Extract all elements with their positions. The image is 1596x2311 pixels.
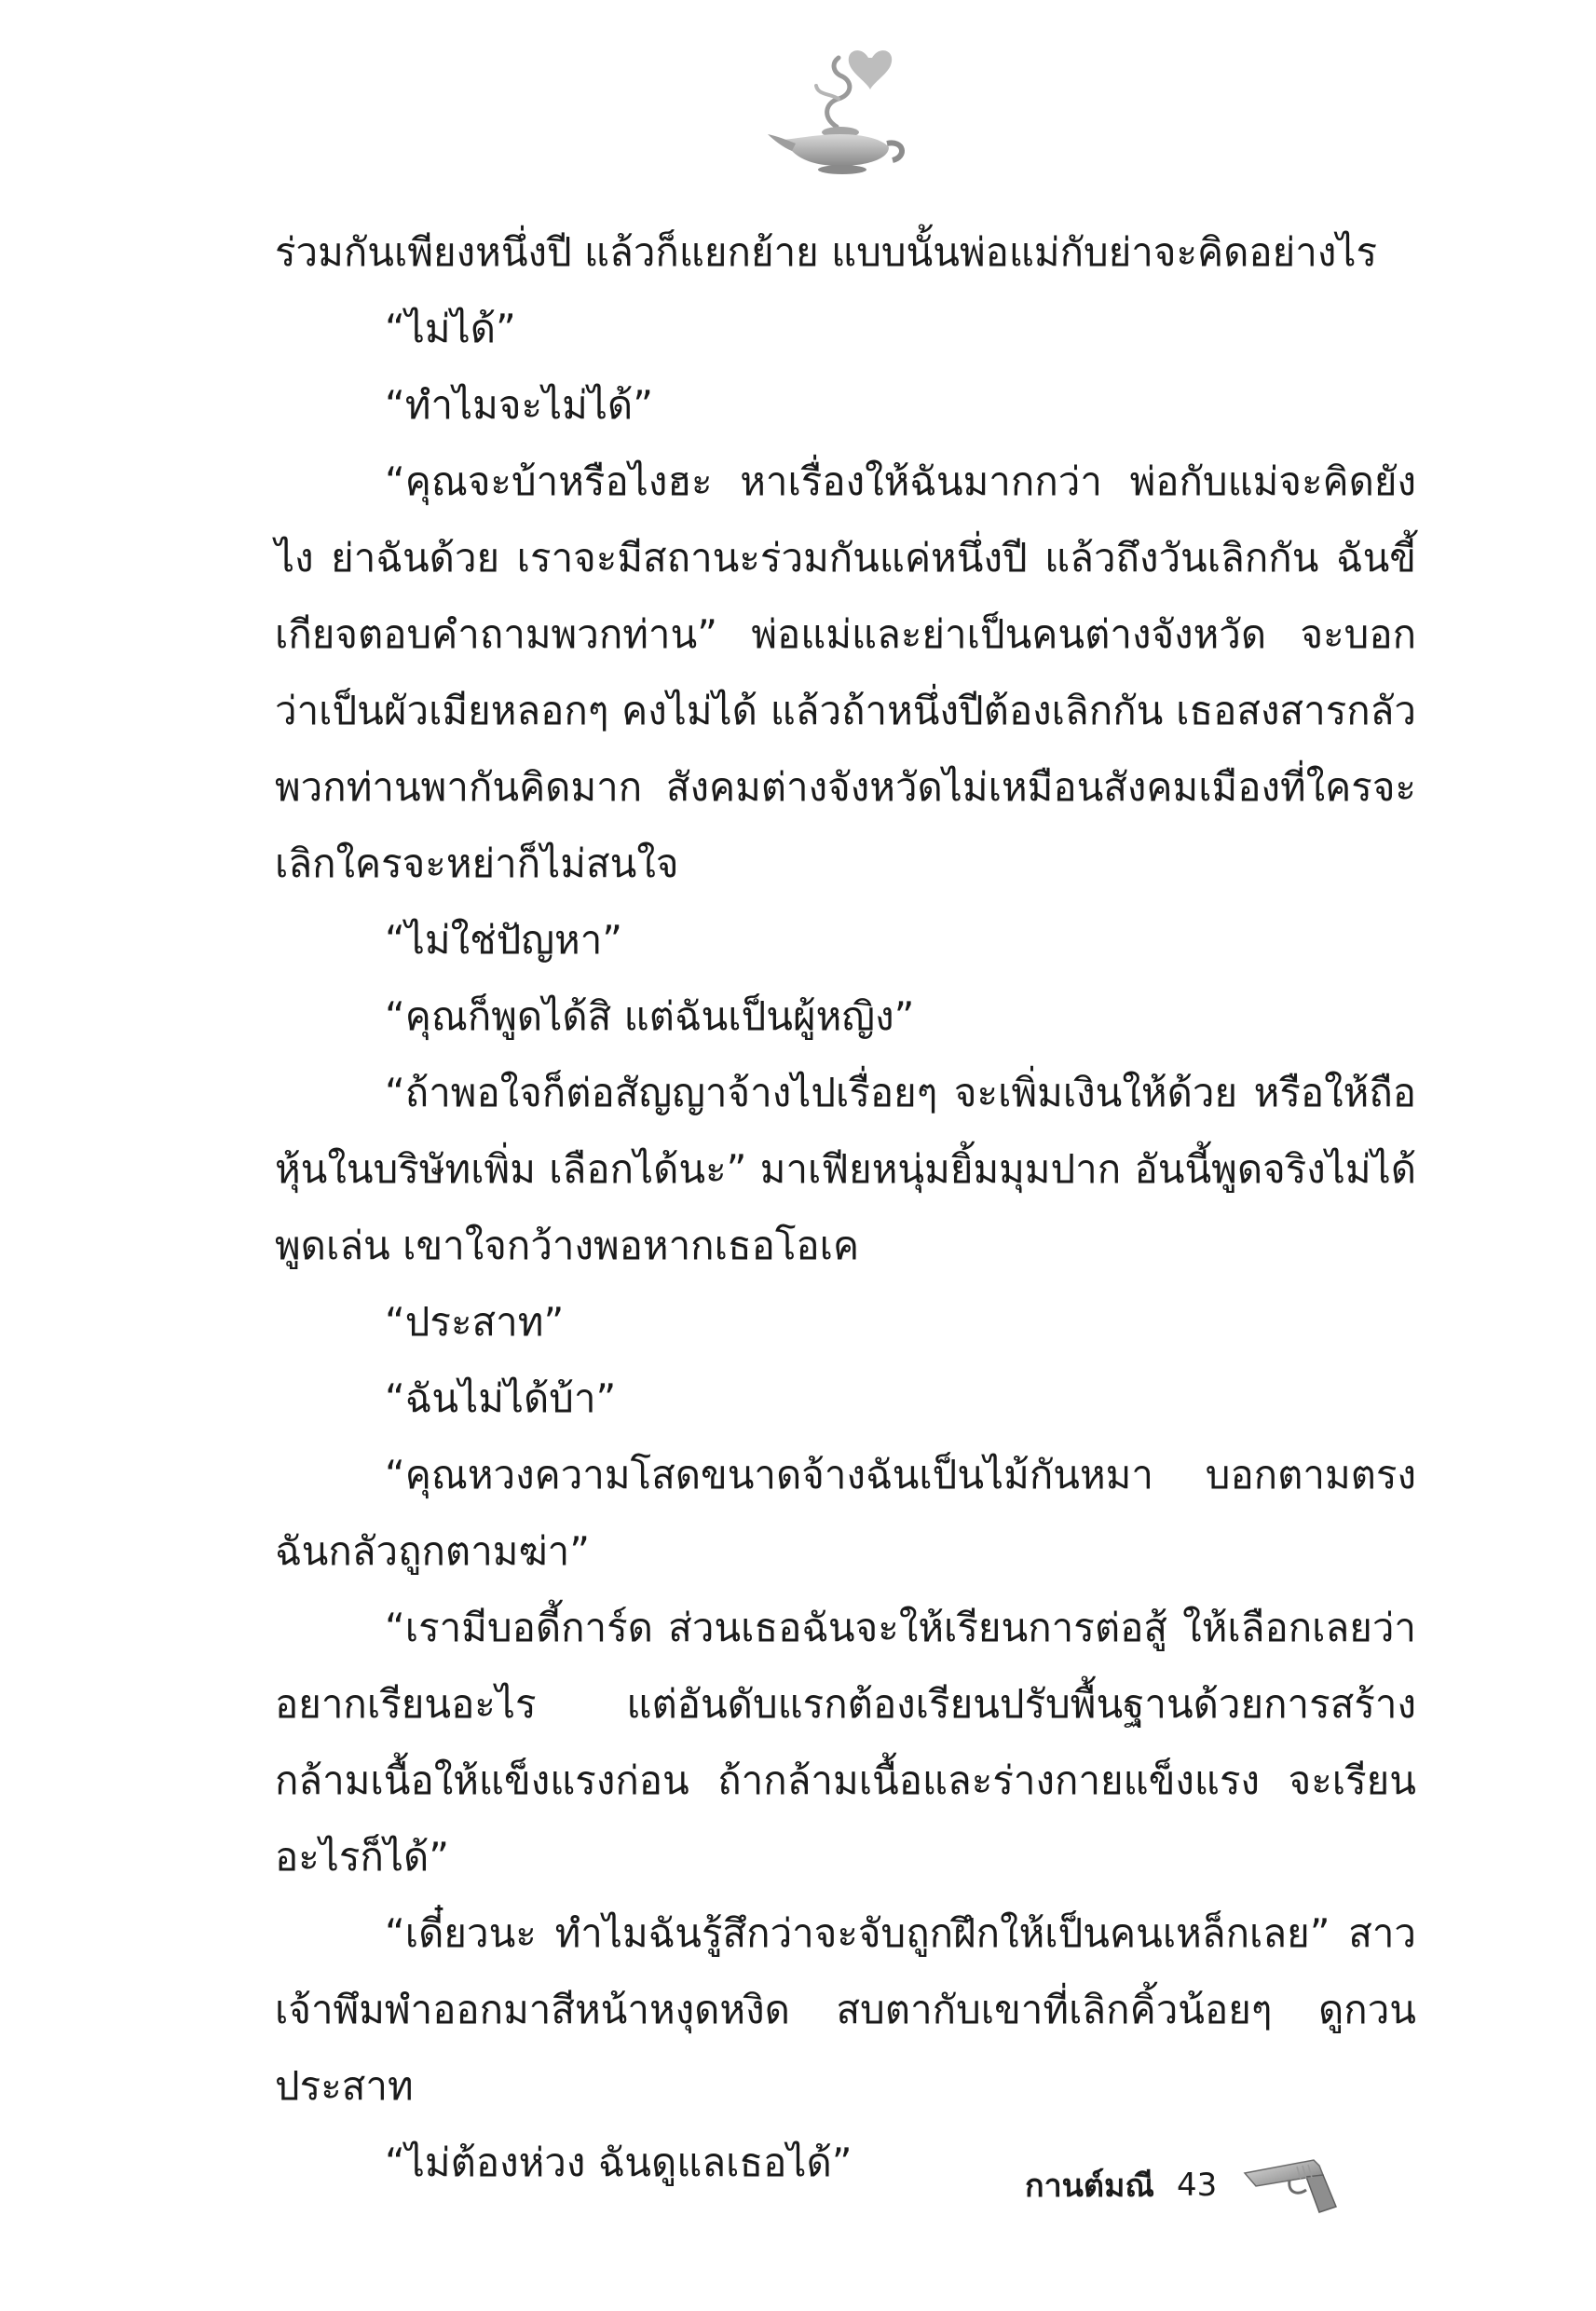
author-name: กานต์มณี — [1025, 2167, 1154, 2205]
pistol-icon — [1241, 2153, 1344, 2218]
paragraph: ร่วมกันเพียงหนึ่งปี แล้วก็แยกย้าย แบบนั้นพ่อแม่กับย่าจะคิดอย่างไร — [275, 229, 1378, 275]
paragraph: “เดี๋ยวนะ ทำไมฉันรู้สึกว่าจะจับถูกฝึกให้เป็นคนเหล็กเลย” สาวเจ้าพึมพำออกมาสีหน้าหงุดหงิด สบตากับเขาที่เลิกคิ้วน้อยๆ ดูกวนประสาท — [275, 1910, 1416, 2109]
page-footer — [1025, 2153, 1344, 2218]
paragraph: “ถ้าพอใจก็ต่อสัญญาจ้างไปเรื่อยๆ จะเพิ่มเงินให้ด้วย หรือให้ถือหุ้นในบริษัทเพิ่ม เลือกได้นะ” มาเฟียหนุ่มยิ้มมุมปาก อันนี้พูดจริงไม่ได้พูดเล่น เขาใจกว้างพอหากเธอโอเค — [275, 1070, 1416, 1268]
page-text — [275, 214, 1416, 2201]
paragraph: “คุณก็พูดได้สิ แต่ฉันเป็นผู้หญิง” — [385, 993, 915, 1039]
paragraph: “คุณหวงความโสดขนาดจ้างฉันเป็นไม้กันหมา บอกตามตรงฉันกลัวถูกตามฆ่า” — [275, 1452, 1416, 1574]
paragraph: “ทำไมจะไม่ได้” — [385, 382, 653, 428]
paragraph: “คุณจะบ้าหรือไงฮะ หาเรื่องให้ฉันมากกว่า พ่อกับแม่จะคิดยังไง ย่าฉันด้วย เราจะมีสถานะร่วมกันแค่หนึ่งปี แล้วถึงวันเลิกกัน ฉันขี้เกียจตอบคำถามพวกท่าน” พ่อแม่และย่าเป็นคนต่างจังหวัด จะบอกว่าเป็นผัวเมียหลอกๆ คงไม่ได้ แล้วถ้าหนึ่งปีต้องเลิกกัน เธอสงสารกลัวพวกท่านพากันคิดมาก สังคมต่างจังหวัดไม่เหมือนสังคมเมืองที่ใครจะเลิกใครจะหย่าก็ไม่สนใจ — [275, 458, 1416, 886]
magic-lamp-icon — [764, 37, 913, 177]
paragraph: “เรามีบอดี้การ์ด ส่วนเธอฉันจะให้เรียนการต่อสู้ ให้เลือกเลยว่าอยากเรียนอะไร แต่อันดับแรกต้องเรียนปรับพื้นฐานด้วยการสร้างกล้ามเนื้อให้แข็งแรงก่อน ถ้ากล้ามเนื้อและร่างกายแข็งแรง จะเรียนอะไรก็ได้” — [275, 1605, 1416, 1880]
paragraph: “ประสาท” — [385, 1299, 565, 1345]
page-number: 43 — [1176, 2167, 1218, 2204]
paragraph: “ไม่ได้” — [385, 306, 516, 351]
paragraph: “ฉันไม่ได้บ้า” — [385, 1375, 617, 1421]
paragraph: “ไม่ต้องห่วง ฉันดูแลเธอได้” — [385, 2140, 853, 2185]
paragraph: “ไม่ใช่ปัญหา” — [385, 917, 623, 963]
